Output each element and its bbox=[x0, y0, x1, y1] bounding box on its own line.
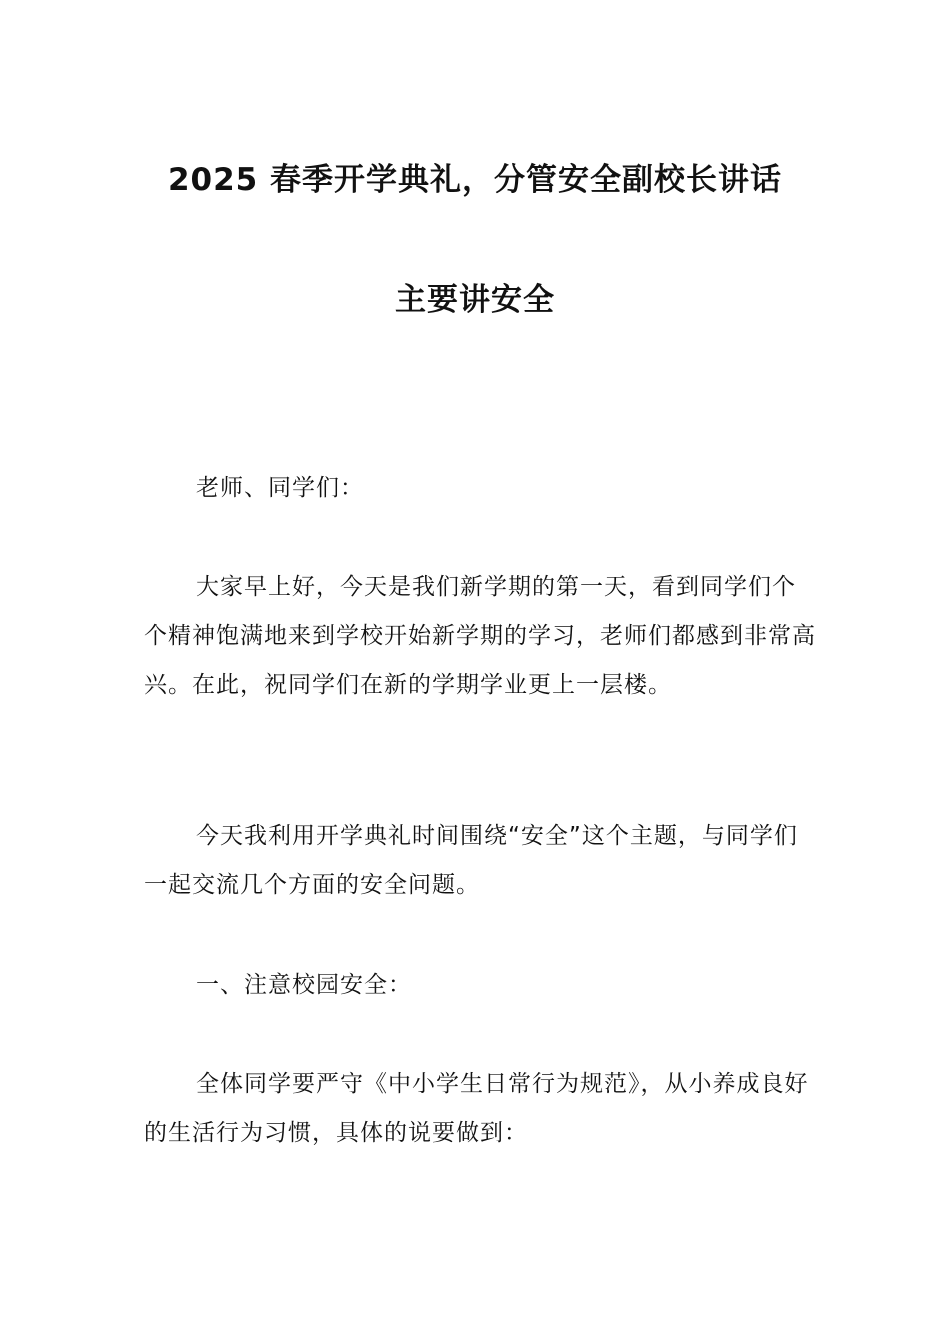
rules-paragraph: 全体同学要严守《中小学生日常行为规范》，从小养成良好的生活行为习惯，具体的说要做到： bbox=[144, 1071, 809, 1146]
greeting-paragraph: 老师、同学们： bbox=[196, 475, 364, 501]
document-title-line-2: 主要讲安全 bbox=[395, 282, 555, 318]
section-heading-campus-safety: 一、注意校园安全： bbox=[196, 972, 412, 998]
topic-paragraph: 今天我利用开学典礼时间围绕“安全”这个主题，与同学们一起交流几个方面的安全问题。 bbox=[144, 823, 798, 898]
document-title-line-1: 2025 春季开学典礼，分管安全副校长讲话 bbox=[167, 162, 783, 198]
opening-paragraph: 大家早上好，今天是我们新学期的第一天，看到同学们个个精神饱满地来到学校开始新学期的学习，老师们都感到非常高兴。在此，祝同学们在新的学期学业更上一层楼。 bbox=[144, 574, 816, 698]
